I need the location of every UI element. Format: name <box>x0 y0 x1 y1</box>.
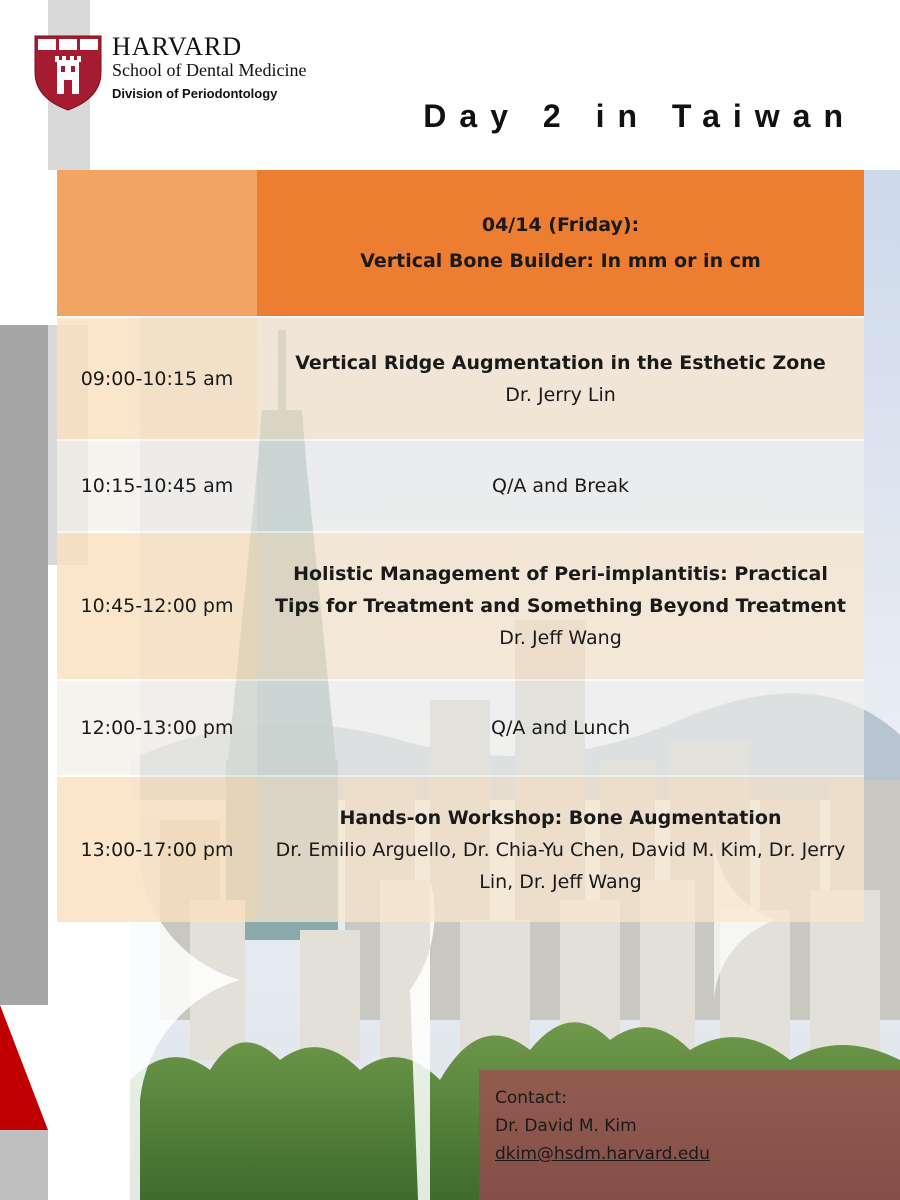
contact-content <box>495 1084 710 1168</box>
gray-band-bottom <box>0 1130 48 1200</box>
session-speaker: Dr. Jeff Wang <box>499 627 622 649</box>
session-speaker: Q/A and Break <box>492 475 629 497</box>
division-name: Division of Periodontology <box>112 86 278 101</box>
schedule-table <box>57 170 864 922</box>
time-cell: 13:00-17:00 pm <box>57 777 257 922</box>
page-title: Day 2 in Taiwan <box>423 98 856 134</box>
contact-email-link[interactable]: dkim@hsdm.harvard.edu <box>495 1144 710 1164</box>
time-cell: 12:00-13:00 pm <box>57 681 257 775</box>
table-row <box>57 316 864 439</box>
session-title: Holistic Management of Peri-implantitis: Practical Tips for Treatment and Something Beyond Treatment <box>275 563 846 617</box>
table-row <box>57 775 864 922</box>
header-blank-cell <box>57 170 257 316</box>
session-speaker: Q/A and Lunch <box>490 717 630 739</box>
schedule-date: 04/14 (Friday): <box>481 214 640 236</box>
session-cell <box>257 533 864 679</box>
gray-band-left <box>0 325 48 1005</box>
table-row <box>57 679 864 775</box>
school-name: School of Dental Medicine <box>112 60 307 80</box>
session-cell <box>257 777 864 922</box>
table-row <box>57 439 864 531</box>
contact-box <box>479 1070 900 1200</box>
schedule-theme: Vertical Bone Builder: In mm or in cm <box>360 250 761 272</box>
session-cell <box>257 681 864 775</box>
time-cell: 09:00-10:15 am <box>57 318 257 439</box>
contact-name: Dr. David M. Kim <box>495 1116 637 1136</box>
session-cell <box>257 441 864 531</box>
harvard-shield-logo <box>33 34 103 112</box>
schedule-header-row <box>57 170 864 316</box>
table-row <box>57 531 864 679</box>
session-cell <box>257 318 864 439</box>
contact-label: Contact: <box>495 1088 567 1108</box>
session-speaker: Dr. Jerry Lin <box>505 383 616 406</box>
institution-name: HARVARD <box>112 32 243 61</box>
session-title: Hands-on Workshop: Bone Augmentation <box>339 806 782 829</box>
header-cell <box>257 170 864 316</box>
session-speaker: Dr. Emilio Arguello, Dr. Chia-Yu Chen, David M. Kim, Dr. Jerry Lin, Dr. Jeff Wang <box>275 838 846 893</box>
time-cell: 10:15-10:45 am <box>57 441 257 531</box>
session-title: Vertical Ridge Augmentation in the Esthetic Zone <box>295 351 826 374</box>
time-cell: 10:45-12:00 pm <box>57 533 257 679</box>
